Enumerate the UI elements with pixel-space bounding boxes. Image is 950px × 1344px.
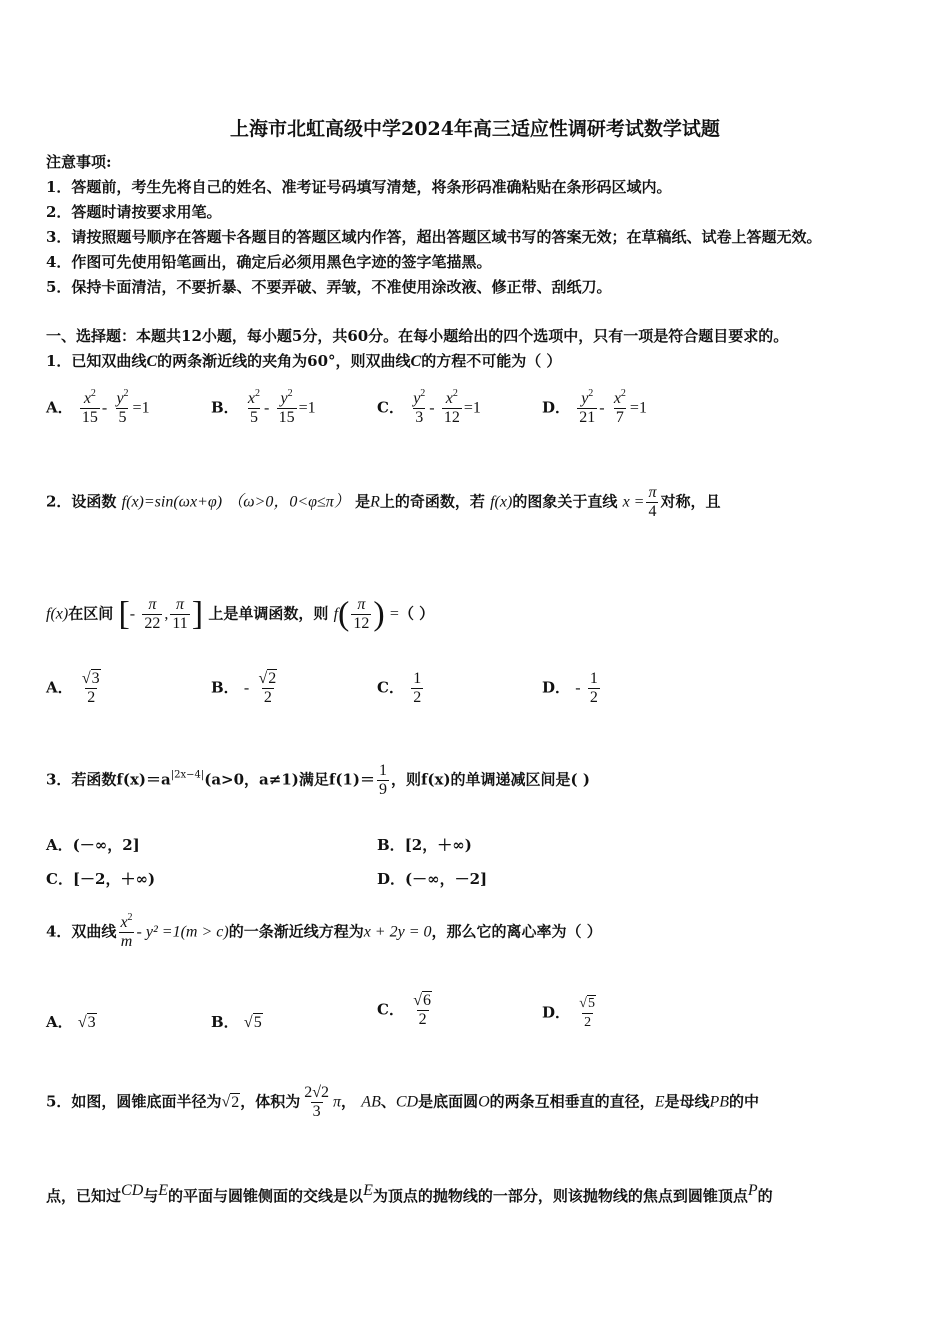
section-heading: 一、选择题：本题共12小题，每小题5分，共60分。在每小题给出的四个选项中，只有一项是符合题目要求的。 — [46, 327, 789, 345]
question-2-stem: 2．设函数 f(x)=sin(ωx+φ) （ω>0，0<φ≤π） 是R上的奇函数，若 f(x)的图象关于直线 x = $\frac{\pi}{4}$ 对称，且 — [46, 484, 721, 520]
question-4-option-b[interactable]: B． √5 — [211, 1013, 262, 1031]
question-4-option-a[interactable]: A． √3 — [46, 1013, 96, 1031]
question-2-option-c[interactable]: C． $\frac{1}{2}$ — [377, 670, 422, 706]
notice-item: 5．保持卡面清洁，不要折暴、不要弄破、弄皱，不准使用涂改液、修正带、刮纸刀。 — [46, 278, 612, 296]
question-4-option-d[interactable]: D． $\frac{√5}{2}$ — [542, 996, 595, 1030]
notice-item: 3．请按照题号顺序在答题卡各题目的答题区域内作答，超出答题区域书写的答案无效；在草稿纸、试卷上答题无效。 — [46, 228, 822, 246]
notice-item: 4．作图可先使用铅笔画出，确定后必须用黑色字迹的签字笔描黑。 — [46, 253, 492, 271]
question-3-option-c[interactable]: C．[－2，＋∞) — [46, 870, 156, 888]
question-2-option-d[interactable]: D． - $\frac{1}{2}$ — [542, 670, 598, 706]
question-1-option-b[interactable]: B． $\frac{x^2}{5}$ - $\frac{y^2}{15}$ =1 — [211, 388, 316, 426]
question-3-stem: 3．若函数$f(x)=a^{|2x-4|}(a>0$，a≠1)满足f(1)＝ $\frac{1}{9}$ ，则f(x)的单调递减区间是( ) — [46, 762, 590, 798]
notice-item: 1．答题前，考生先将自己的姓名、准考证号码填写清楚，将条形码准确粘贴在条形码区域内。 — [46, 178, 672, 196]
question-3-option-a[interactable]: A．(－∞，2] — [46, 836, 140, 854]
question-2-stem-continued: f(x)在区间 [- $\frac{\pi}{22}$ , $\frac{\pi}{11}$ ] 上是单调函数，则 f( $\frac{\pi}{12}$ ) =（ ） — [46, 595, 435, 633]
question-2-option-a[interactable]: A． $\frac{√3}{2}$ — [46, 670, 100, 706]
page-title: 上海市北虹高级中学2024年高三适应性调研考试数学试题 — [230, 118, 720, 140]
question-4-option-c[interactable]: C． $\frac{√6}{2}$ — [377, 992, 431, 1028]
question-1-stem: 1．已知双曲线C的两条渐近线的夹角为60°，则双曲线C的方程不可能为（ ） — [46, 352, 562, 370]
question-1-option-d[interactable]: D． $\frac{y^2}{21}$ - $\frac{x^2}{7}$ =1 — [542, 388, 647, 426]
notice-heading: 注意事项: — [46, 153, 112, 171]
question-5-stem-continued: 点，已知过CD与E的平面与圆锥侧面的交线是以E为顶点的抛物线的一部分，则该抛物线的焦点到圆锥顶点P的 — [46, 1182, 773, 1205]
question-4-stem: 4．双曲线 $\frac{x^2}{m}$ - y² =1(m > c)的一条渐近线方程为x + 2y = 0，那么它的离心率为（ ） — [46, 912, 602, 950]
question-3-option-d[interactable]: D．(－∞，－2] — [377, 870, 488, 888]
question-2-option-b[interactable]: B． - $\frac{√2}{2}$ — [211, 670, 277, 706]
question-1-option-a[interactable]: A． $\frac{x^2}{15}$ - $\frac{y^2}{5}$ =1 — [46, 388, 150, 426]
question-5-stem: 5．如图，圆锥底面半径为√2，体积为 $\frac{2√2}{3}$ π， AB、CD是底面圆O的两条互相垂直的直径，E是母线PB的中 — [46, 1084, 760, 1120]
question-3-option-b[interactable]: B．[2，＋∞) — [377, 836, 472, 854]
notice-item: 2．答题时请按要求用笔。 — [46, 203, 222, 221]
question-1-option-c[interactable]: C． $\frac{y^2}{3}$ - $\frac{x^2}{12}$ =1 — [377, 388, 481, 426]
